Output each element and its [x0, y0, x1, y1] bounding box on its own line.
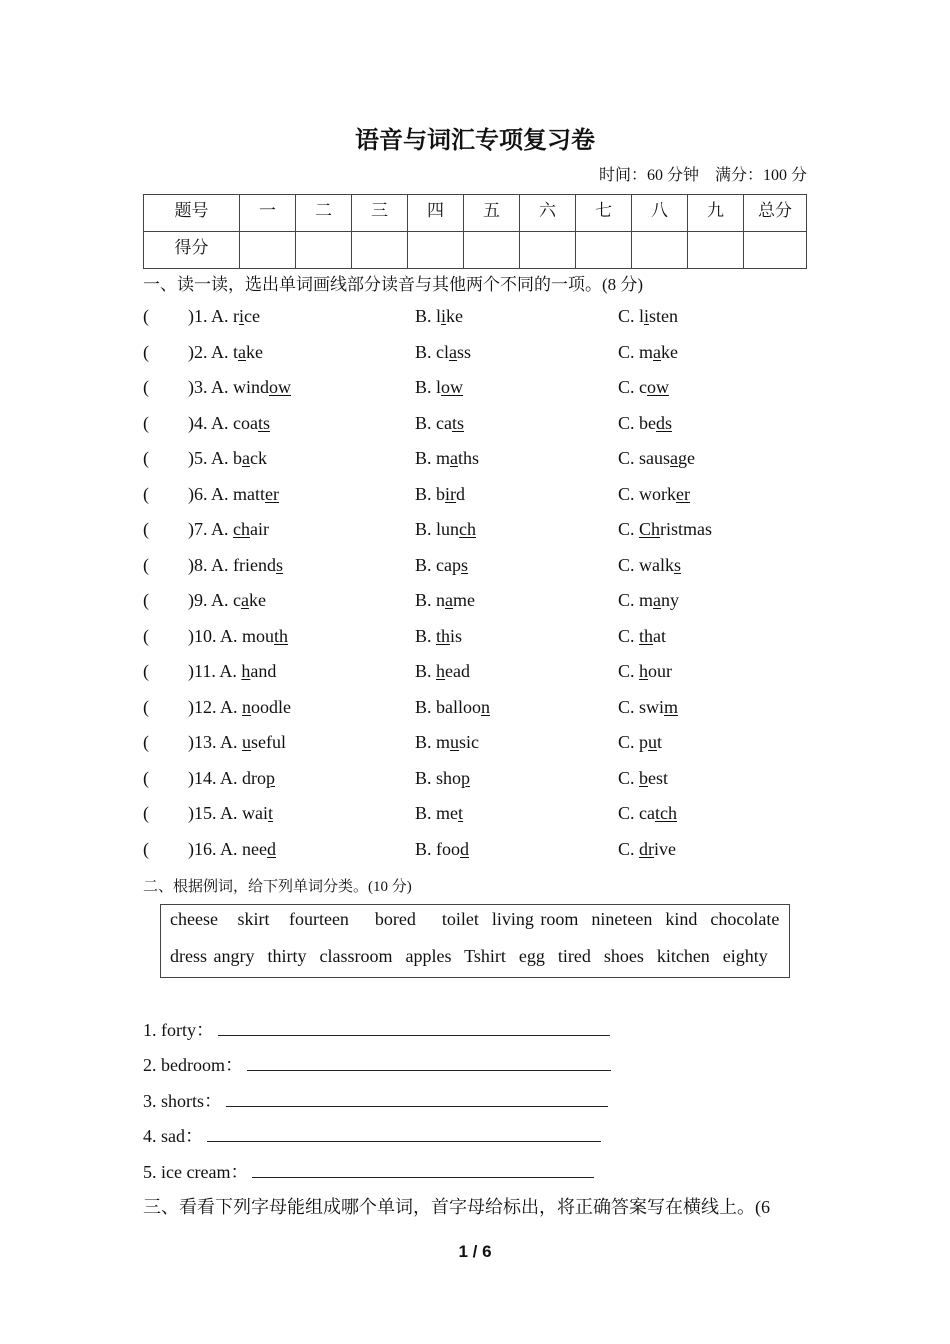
- answer-bracket[interactable]: (: [143, 767, 149, 788]
- answer-bracket[interactable]: (: [143, 590, 149, 610]
- option-c: C. catch: [618, 803, 677, 823]
- prompt-label: 2. bedroom：: [143, 1055, 243, 1075]
- underlined-letters: tch: [655, 803, 677, 823]
- score-header-cell: 题号: [144, 195, 240, 232]
- option-c: C. many: [618, 590, 680, 610]
- option-b: B. lunch: [415, 519, 477, 539]
- score-input-cell[interactable]: [688, 232, 744, 269]
- score-input-cell[interactable]: [576, 232, 632, 269]
- option-c: C. put: [618, 732, 663, 752]
- option-c: C. walks: [618, 554, 682, 575]
- option-c: C. drive: [618, 838, 677, 859]
- answer-bracket[interactable]: (: [143, 483, 149, 504]
- underlined-letters: b: [639, 767, 649, 788]
- option-a: )4. A. coats: [188, 412, 270, 433]
- prompt-label: 5. ice cream：: [143, 1162, 249, 1182]
- option-a: )15. A. wait: [188, 803, 274, 823]
- underlined-letters: ow: [647, 377, 670, 397]
- option-c: C. swim: [618, 696, 679, 717]
- underlined-letters: h: [639, 661, 649, 681]
- underlined-letters: ir: [445, 483, 457, 504]
- option-b: B. this: [415, 625, 463, 646]
- option-c: C. hour: [618, 661, 673, 681]
- score-input-cell[interactable]: [520, 232, 576, 269]
- option-a: )3. A. window: [188, 377, 291, 397]
- underlined-letters: a: [449, 341, 458, 362]
- option-b: B. bird: [415, 483, 466, 504]
- option-a: )7. A. chair: [188, 519, 269, 539]
- answer-bracket[interactable]: (: [143, 554, 149, 575]
- question-row: [143, 306, 823, 336]
- option-a: )14. A. drop: [188, 767, 275, 788]
- option-c: C. worker: [618, 483, 690, 504]
- score-table-score-row: [144, 232, 807, 269]
- score-input-cell[interactable]: [408, 232, 464, 269]
- underlined-letters: er: [265, 483, 279, 504]
- underlined-letters: a: [653, 590, 662, 610]
- option-a: )5. A. back: [188, 448, 267, 468]
- question-row: [143, 803, 823, 833]
- underlined-letters: ow: [441, 377, 464, 397]
- option-b: B. maths: [415, 448, 480, 468]
- score-table-header-row: [144, 195, 807, 232]
- answer-bracket[interactable]: (: [143, 661, 149, 681]
- score-header-cell: 八: [632, 195, 688, 232]
- score-table: [143, 194, 807, 269]
- option-b: B. food: [415, 838, 470, 859]
- answer-bracket[interactable]: (: [143, 412, 149, 433]
- underlined-letters: th: [436, 625, 451, 646]
- answer-bracket[interactable]: (: [143, 838, 149, 859]
- option-c: C. make: [618, 341, 679, 362]
- question-row: [143, 590, 823, 620]
- option-b: B. name: [415, 590, 476, 610]
- question-row: [143, 377, 823, 407]
- underlined-letters: ts: [257, 412, 270, 433]
- question-row: [143, 839, 823, 869]
- underlined-letters: a: [653, 341, 662, 362]
- category-prompt-forty: [143, 1016, 610, 1042]
- score-input-cell[interactable]: [632, 232, 688, 269]
- score-header-cell: 总分: [744, 195, 807, 232]
- option-a: )12. A. noodle: [188, 696, 291, 717]
- underlined-letters: a: [450, 448, 459, 468]
- score-header-cell: 一: [240, 195, 296, 232]
- score-header-cell: 四: [408, 195, 464, 232]
- underlined-letters: er: [676, 483, 690, 504]
- section1-heading: 一、读一读，选出单词画线部分读音与其他两个不同的一项。(8 分): [143, 275, 644, 294]
- underlined-letters: n: [481, 696, 491, 717]
- score-header-cell: 三: [352, 195, 408, 232]
- underlined-letters: d: [266, 838, 276, 859]
- score-header-cell: 九: [688, 195, 744, 232]
- question-row: [143, 661, 823, 691]
- question-row: [143, 626, 823, 656]
- word-bank-box: [160, 904, 790, 978]
- underlined-letters: p: [266, 767, 275, 788]
- category-prompt-sad: [143, 1122, 601, 1148]
- underlined-letters: a: [670, 448, 679, 468]
- option-b: B. caps: [415, 554, 469, 575]
- score-input-cell[interactable]: [464, 232, 520, 269]
- option-c: C. that: [618, 625, 667, 646]
- question-row: [143, 448, 823, 478]
- answer-bracket[interactable]: (: [143, 306, 149, 326]
- underlined-letters: th: [639, 625, 654, 646]
- question-row: [143, 413, 823, 443]
- underlined-letters: a: [445, 590, 454, 610]
- underlined-letters: s: [674, 554, 682, 575]
- answer-bracket[interactable]: (: [143, 377, 149, 397]
- underlined-letters: t: [268, 803, 274, 823]
- question-row: [143, 768, 823, 798]
- underlined-letters: dr: [639, 838, 655, 859]
- time-and-score-info: 时间：60 分钟 满分：100 分: [598, 167, 807, 184]
- underlined-letters: i: [239, 306, 245, 326]
- underlined-letters: s: [461, 554, 469, 575]
- underlined-letters: d: [460, 838, 470, 859]
- underlined-letters: u: [450, 732, 460, 752]
- question-row: [143, 697, 823, 727]
- underlined-letters: i: [644, 306, 650, 326]
- score-input-cell[interactable]: [240, 232, 296, 269]
- answer-bracket[interactable]: (: [143, 519, 149, 539]
- option-b: B. like: [415, 306, 464, 326]
- answer-bracket[interactable]: (: [143, 696, 149, 717]
- underlined-letters: a: [241, 590, 249, 610]
- category-prompt-ice-cream: [143, 1158, 594, 1184]
- underlined-letters: m: [664, 696, 679, 717]
- underlined-letters: n: [242, 696, 251, 717]
- underlined-letters: u: [242, 732, 251, 752]
- score-input-cell[interactable]: [352, 232, 408, 269]
- option-b: B. music: [415, 732, 480, 752]
- question-row: [143, 732, 823, 762]
- option-b: B. shop: [415, 767, 471, 788]
- underlined-letters: ch: [233, 519, 250, 539]
- option-a: )8. A. friends: [188, 554, 283, 575]
- answer-line[interactable]: [218, 1019, 610, 1036]
- section2-heading: 二、根据例词，给下列单词分类。(10 分): [143, 879, 412, 895]
- option-a: )9. A. cake: [188, 590, 266, 610]
- answer-line[interactable]: [226, 1090, 608, 1107]
- page-title: 语音与词汇专项复习卷: [355, 125, 595, 154]
- score-input-cell[interactable]: [296, 232, 352, 269]
- underlined-letters: t: [458, 803, 464, 823]
- option-a: )6. A. matter: [188, 483, 279, 504]
- option-c: C. listen: [618, 306, 679, 326]
- option-a: )10. A. mouth: [188, 625, 289, 646]
- answer-bracket[interactable]: (: [143, 448, 149, 468]
- prompt-label: 3. shorts：: [143, 1091, 223, 1111]
- option-a: )1. A. rice: [188, 306, 260, 326]
- option-c: C. cow: [618, 377, 670, 397]
- score-row-label: 得分: [144, 232, 240, 269]
- option-a: )16. A. need: [188, 838, 276, 859]
- underlined-letters: h: [436, 661, 446, 681]
- question-row: [143, 484, 823, 514]
- underlined-letters: ds: [656, 412, 673, 433]
- answer-line[interactable]: [252, 1161, 594, 1178]
- question-row: [143, 342, 823, 372]
- underlined-letters: u: [648, 732, 658, 752]
- word-bank-line: dress angry thirty classroom apples Tshirt egg tired shoes kitchen eighty: [170, 946, 768, 966]
- option-b: B. class: [415, 341, 472, 362]
- underlined-letters: ow: [269, 377, 291, 397]
- underlined-letters: s: [275, 554, 283, 575]
- underlined-letters: th: [274, 625, 289, 646]
- option-c: C. sausage: [618, 448, 696, 468]
- underlined-letters: h: [241, 661, 251, 681]
- score-header-cell: 二: [296, 195, 352, 232]
- answer-bracket[interactable]: (: [143, 803, 149, 823]
- option-b: B. cats: [415, 412, 465, 433]
- score-input-cell[interactable]: [744, 232, 807, 269]
- underlined-letters: ts: [452, 412, 465, 433]
- option-b: B. low: [415, 377, 464, 397]
- prompt-label: 4. sad：: [143, 1126, 203, 1146]
- score-header-cell: 七: [576, 195, 632, 232]
- option-b: B. balloon: [415, 696, 491, 717]
- score-header-cell: 五: [464, 195, 520, 232]
- underlined-letters: a: [242, 448, 250, 468]
- option-c: C. best: [618, 767, 669, 788]
- answer-line[interactable]: [207, 1125, 601, 1142]
- answer-line[interactable]: [247, 1054, 611, 1071]
- section3-heading: 三、看看下列字母能组成哪个单词，首字母给标出，将正确答案写在横线上。(6: [143, 1197, 770, 1217]
- category-prompt-shorts: [143, 1087, 608, 1113]
- underlined-letters: p: [461, 767, 471, 788]
- option-a: )13. A. useful: [188, 732, 286, 752]
- word-bank-line: cheese skirt fourteen bored toilet living room nineteen kind chocolate: [170, 909, 780, 929]
- option-c: C. Christmas: [618, 519, 713, 539]
- score-header-cell: 六: [520, 195, 576, 232]
- prompt-label: 1. forty：: [143, 1020, 214, 1040]
- answer-bracket[interactable]: (: [143, 732, 149, 752]
- underlined-letters: i: [441, 306, 447, 326]
- option-a: )11. A. hand: [188, 661, 277, 681]
- option-b: B. met: [415, 803, 464, 823]
- category-prompt-bedroom: [143, 1051, 611, 1077]
- answer-bracket[interactable]: (: [143, 625, 149, 646]
- underlined-letters: Ch: [639, 519, 661, 539]
- page-number: 1 / 6: [458, 1242, 492, 1261]
- option-c: C. beds: [618, 412, 673, 433]
- question-row: [143, 519, 823, 549]
- answer-bracket[interactable]: (: [143, 341, 149, 362]
- question-row: [143, 555, 823, 585]
- option-a: )2. A. take: [188, 341, 264, 362]
- underlined-letters: a: [238, 341, 247, 362]
- underlined-letters: ch: [459, 519, 477, 539]
- option-b: B. head: [415, 661, 470, 681]
